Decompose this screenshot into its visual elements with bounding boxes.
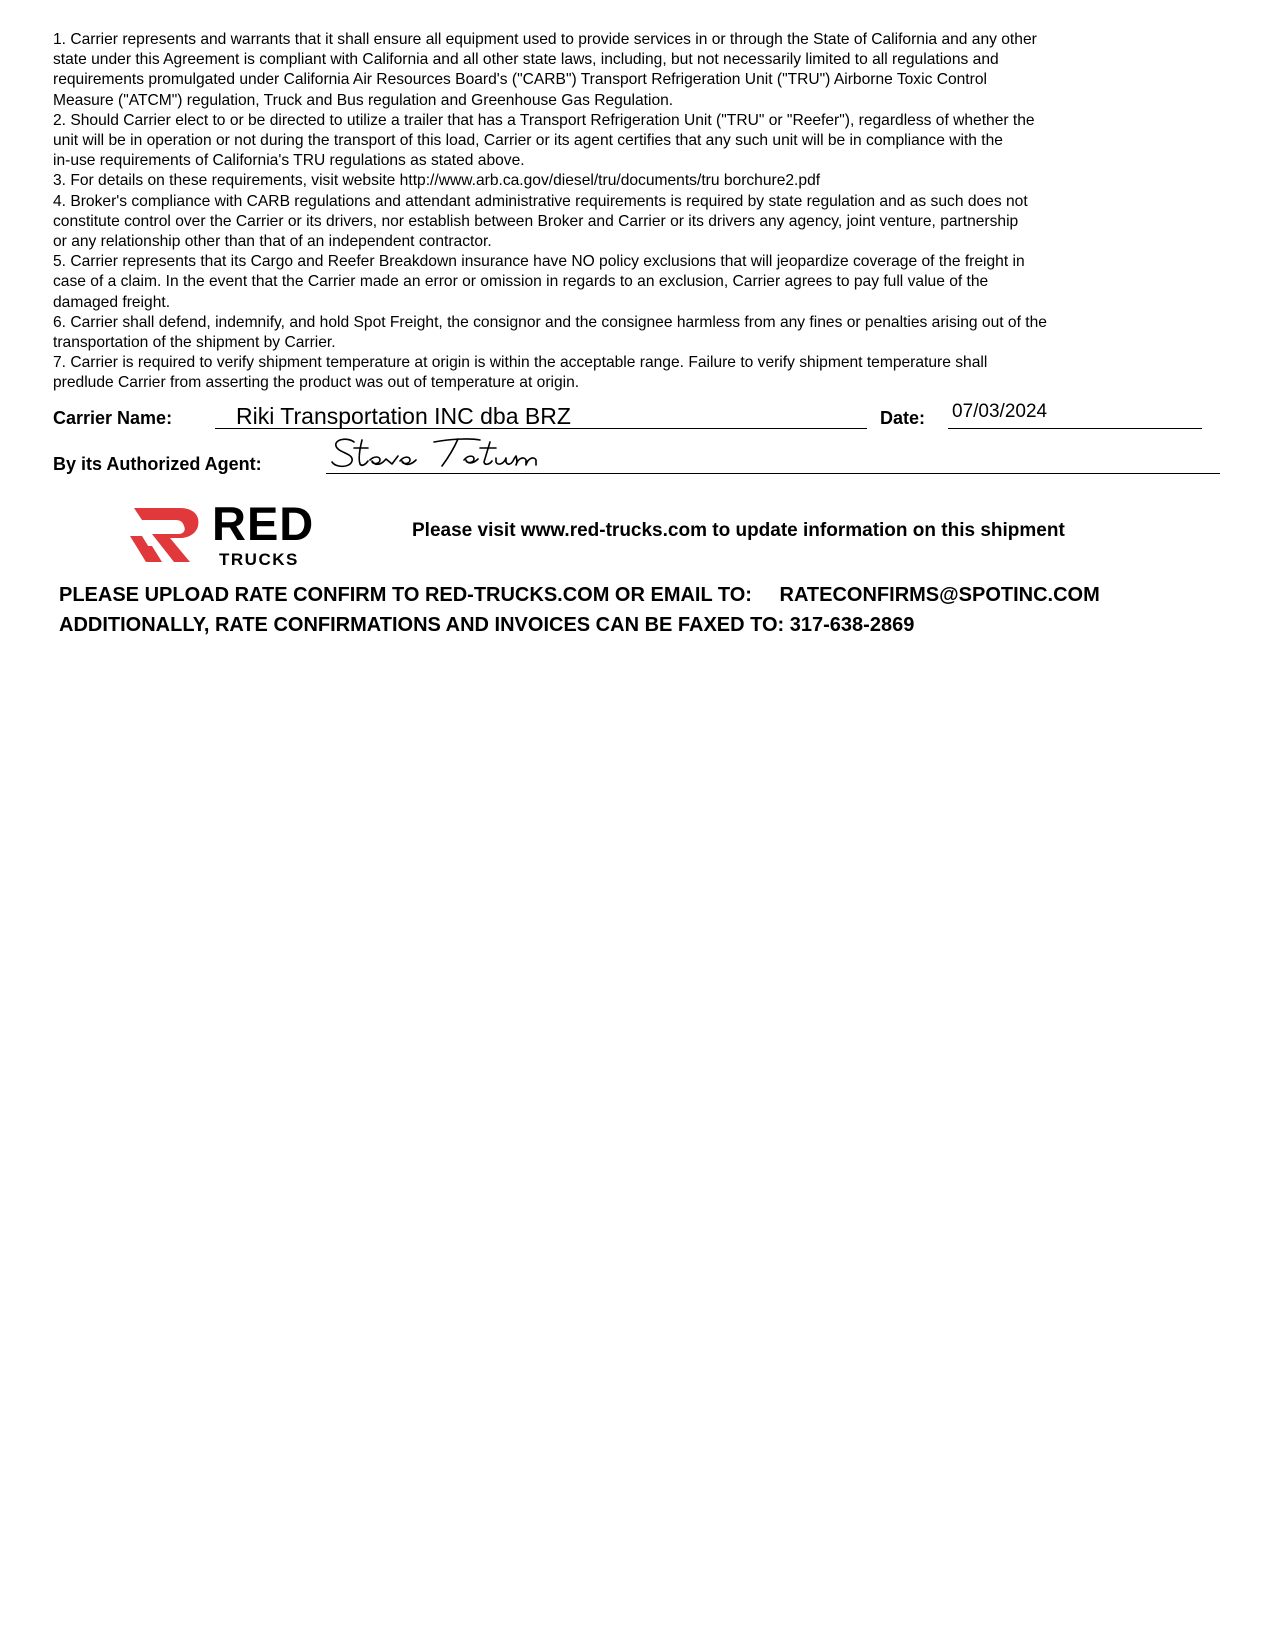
date-label: Date:: [880, 408, 926, 428]
term-2: 2. Should Carrier elect to or be directed to utilize a trailer that has a Transport Refrigeration Unit ("TRU" or "Reefer"), regardless of whether the unit will be in operation or not during the transport of this load, Carrier or its agent certifies that any such unit will be in compliance with the in-use requirements of California's TRU regulations as stated above.: [53, 111, 1035, 170]
terms-list: [53, 30, 1243, 394]
carrier-name-value[interactable]: Riki Transportation INC dba BRZ: [236, 403, 571, 429]
carrier-name-label: Carrier Name:: [53, 408, 173, 428]
rate-confirm-email[interactable]: RATECONFIRMS@SPOTINC.COM: [779, 584, 1100, 606]
logo-wordmark: RED: [212, 497, 315, 550]
term-6: 6. Carrier shall defend, indemnify, and hold Spot Freight, the consignor and the consignee harmless from any fines or penalties arising out of the transportation of the shipment by Carrier.: [53, 313, 1047, 352]
term-5: 5. Carrier represents that its Cargo and Reefer Breakdown insurance have NO policy exclusions that will jeopardize coverage of the freight in case of a claim. In the event that the Carrier made an error or omission in regards to an exclusion, Carrier agrees to pay full value of the damaged freight.: [53, 253, 1025, 311]
authorized-agent-signature[interactable]: [330, 434, 570, 474]
visit-website-text: Please visit www.red-trucks.com to update information on this shipment: [412, 520, 1065, 541]
term-1: 1. Carrier represents and warrants that it shall ensure all equipment used to provide services in or through the State of California and any other state under this Agreement is compliant with California and all other state laws, including, but not necessarily limited to all regulations and requirements promulgated under California Air Resources Board's ("CARB") Transport Refrigeration Unit ("TRU") Airborne Toxic Control Measure ("ATCM") regulation, Truck and Bus regulation and Greenhouse Gas Regulation.: [53, 31, 1037, 109]
date-value[interactable]: 07/03/2024: [952, 401, 1048, 422]
authorized-agent-label: By its Authorized Agent:: [53, 454, 262, 474]
upload-notice-prefix: PLEASE UPLOAD RATE CONFIRM TO RED-TRUCKS.COM OR EMAIL TO:: [59, 584, 752, 606]
term-7: 7. Carrier is required to verify shipment temperature at origin is within the acceptable range. Failure to verify shipment temperature shall predlude Carrier from asserting the product was out of temperature at origin.: [53, 354, 988, 392]
term-4: 4. Broker's compliance with CARB regulations and attendant administrative requirements is required by state regulation and as such does not constitute control over the Carrier or its drivers, nor establish between Broker and Carrier or its drivers any agency, joint venture, partnership or any relationship other than that of an independent contractor.: [53, 192, 1028, 251]
term-3: 3. For details on these requirements, visit website http://www.arb.ca.gov/diesel/tru/documents/tru borchure2.pdf: [53, 172, 821, 190]
logo-subtext: TRUCKS: [219, 550, 299, 569]
date-line: [948, 428, 1202, 429]
upload-notice-line-1: [59, 584, 1100, 607]
red-trucks-logo-mark: [128, 502, 208, 570]
fax-notice-line: ADDITIONALLY, RATE CONFIRMATIONS AND INVOICES CAN BE FAXED TO: 317-638-2869: [59, 614, 915, 636]
